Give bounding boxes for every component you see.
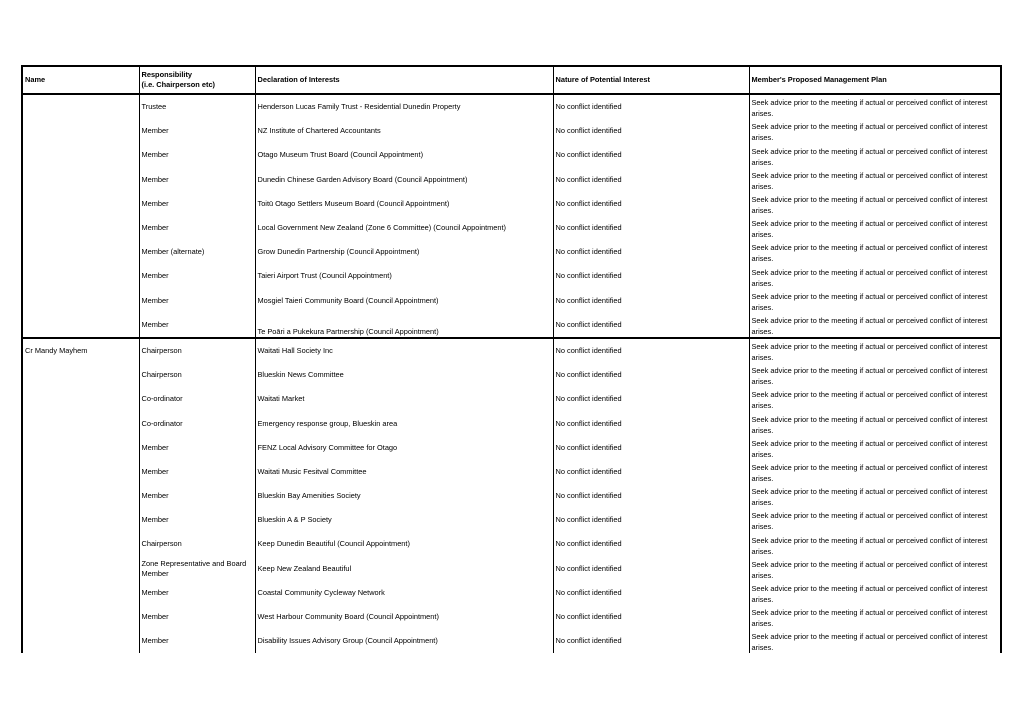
cell-management-plan: Seek advice prior to the meeting if actual or perceived conflict of interest arises. (749, 629, 1001, 653)
cell-declaration: Toitū Otago Settlers Museum Board (Council Appointment) (255, 192, 553, 216)
table-row (22, 605, 1001, 629)
header-nature: Nature of Potential Interest (553, 66, 749, 94)
cell-management-plan: Seek advice prior to the meeting if actual or perceived conflict of interest arises. (749, 363, 1001, 387)
cell-management-plan: Seek advice prior to the meeting if actual or perceived conflict of interest arises. (749, 143, 1001, 167)
header-name: Name (22, 66, 139, 94)
cell-declaration: Blueskin Bay Amenities Society (255, 484, 553, 508)
cell-name (22, 216, 139, 240)
cell-nature: No conflict identified (553, 168, 749, 192)
cell-declaration: Waitati Hall Society Inc (255, 338, 553, 363)
cell-declaration: Otago Museum Trust Board (Council Appointment) (255, 143, 553, 167)
cell-declaration: NZ Institute of Chartered Accountants (255, 119, 553, 143)
cell-name (22, 363, 139, 387)
cell-responsibility: Member (139, 119, 255, 143)
cell-nature: No conflict identified (553, 411, 749, 435)
cell-management-plan: Seek advice prior to the meeting if actual or perceived conflict of interest arises. (749, 192, 1001, 216)
header-responsibility (139, 66, 255, 94)
cell-declaration: Waitati Market (255, 387, 553, 411)
cell-management-plan: Seek advice prior to the meeting if actual or perceived conflict of interest arises. (749, 240, 1001, 264)
cell-nature: No conflict identified (553, 460, 749, 484)
cell-management-plan: Seek advice prior to the meeting if actual or perceived conflict of interest arises. (749, 557, 1001, 581)
cell-name (22, 387, 139, 411)
cell-declaration: Dunedin Chinese Garden Advisory Board (Council Appointment) (255, 168, 553, 192)
cell-nature: No conflict identified (553, 94, 749, 119)
cell-nature: No conflict identified (553, 581, 749, 605)
cell-declaration: Mosgiel Taieri Community Board (Council Appointment) (255, 289, 553, 313)
table-row (22, 143, 1001, 167)
cell-name (22, 484, 139, 508)
table-row (22, 216, 1001, 240)
cell-declaration: Emergency response group, Blueskin area (255, 411, 553, 435)
cell-declaration: Coastal Community Cycleway Network (255, 581, 553, 605)
cell-name (22, 168, 139, 192)
cell-management-plan: Seek advice prior to the meeting if actual or perceived conflict of interest arises. (749, 532, 1001, 556)
cell-name (22, 143, 139, 167)
table-row (22, 508, 1001, 532)
cell-management-plan: Seek advice prior to the meeting if actual or perceived conflict of interest arises. (749, 484, 1001, 508)
table-row (22, 289, 1001, 313)
cell-responsibility: Member (139, 508, 255, 532)
cell-management-plan: Seek advice prior to the meeting if actual or perceived conflict of interest arises. (749, 387, 1001, 411)
cell-management-plan: Seek advice prior to the meeting if actual or perceived conflict of interest arises. (749, 119, 1001, 143)
cell-management-plan: Seek advice prior to the meeting if actual or perceived conflict of interest arises. (749, 313, 1001, 338)
cell-nature: No conflict identified (553, 313, 749, 338)
cell-name (22, 94, 139, 119)
cell-name (22, 581, 139, 605)
cell-declaration: Grow Dunedin Partnership (Council Appointment) (255, 240, 553, 264)
cell-management-plan: Seek advice prior to the meeting if actual or perceived conflict of interest arises. (749, 411, 1001, 435)
table-header-row (22, 66, 1001, 94)
cell-responsibility: Co-ordinator (139, 411, 255, 435)
cell-responsibility: Trustee (139, 94, 255, 119)
cell-responsibility: Member (alternate) (139, 240, 255, 264)
header-plan: Member's Proposed Management Plan (749, 66, 1001, 94)
cell-responsibility: Zone Representative and Board Member (139, 557, 255, 581)
cell-name (22, 532, 139, 556)
cell-declaration: Keep Dunedin Beautiful (Council Appointment) (255, 532, 553, 556)
cell-name (22, 605, 139, 629)
table-row (22, 264, 1001, 288)
cell-responsibility: Chairperson (139, 532, 255, 556)
cell-name (22, 460, 139, 484)
cell-name (22, 264, 139, 288)
cell-name (22, 508, 139, 532)
cell-responsibility: Member (139, 216, 255, 240)
cell-declaration: Waitati Music Fesitval Committee (255, 460, 553, 484)
table-row (22, 192, 1001, 216)
cell-nature: No conflict identified (553, 532, 749, 556)
cell-responsibility: Member (139, 460, 255, 484)
cell-name (22, 192, 139, 216)
cell-responsibility: Chairperson (139, 363, 255, 387)
header-responsibility-line2: (i.e. Chairperson etc) (141, 80, 216, 89)
cell-responsibility: Member (139, 605, 255, 629)
cell-nature: No conflict identified (553, 484, 749, 508)
table-body (22, 94, 1001, 653)
cell-nature: No conflict identified (553, 436, 749, 460)
cell-nature: No conflict identified (553, 192, 749, 216)
table-row (22, 363, 1001, 387)
register-of-interests-sheet (21, 65, 1000, 653)
cell-declaration: Blueskin News Committee (255, 363, 553, 387)
cell-responsibility: Member (139, 192, 255, 216)
table-row (22, 436, 1001, 460)
cell-declaration: West Harbour Community Board (Council Appointment) (255, 605, 553, 629)
header-responsibility-line1: Responsibility (141, 70, 193, 79)
cell-responsibility: Co-ordinator (139, 387, 255, 411)
cell-nature: No conflict identified (553, 363, 749, 387)
table-row (22, 557, 1001, 581)
cell-declaration: Blueskin A & P Society (255, 508, 553, 532)
cell-nature: No conflict identified (553, 605, 749, 629)
cell-name: Cr Mandy Mayhem (25, 345, 88, 355)
table-row (22, 94, 1001, 119)
cell-management-plan: Seek advice prior to the meeting if actual or perceived conflict of interest arises. (749, 264, 1001, 288)
cell-nature: No conflict identified (553, 240, 749, 264)
cell-management-plan: Seek advice prior to the meeting if actual or perceived conflict of interest arises. (749, 338, 1001, 363)
cell-management-plan: Seek advice prior to the meeting if actual or perceived conflict of interest arises. (749, 508, 1001, 532)
cell-name (22, 436, 139, 460)
cell-management-plan: Seek advice prior to the meeting if actual or perceived conflict of interest arises. (749, 605, 1001, 629)
cell-nature: No conflict identified (553, 289, 749, 313)
table-row (22, 411, 1001, 435)
table-row (22, 532, 1001, 556)
cell-name (22, 629, 139, 653)
cell-management-plan: Seek advice prior to the meeting if actual or perceived conflict of interest arises. (749, 216, 1001, 240)
cell-responsibility: Member (139, 484, 255, 508)
cell-nature: No conflict identified (553, 557, 749, 581)
cell-management-plan: Seek advice prior to the meeting if actual or perceived conflict of interest arises. (749, 94, 1001, 119)
cell-declaration: FENZ Local Advisory Committee for Otago (255, 436, 553, 460)
cell-declaration: Taieri Airport Trust (Council Appointment) (255, 264, 553, 288)
cell-responsibility: Member (139, 264, 255, 288)
table-row (22, 387, 1001, 411)
cell-name (22, 119, 139, 143)
table-row (22, 240, 1001, 264)
cell-management-plan: Seek advice prior to the meeting if actual or perceived conflict of interest arises. (749, 289, 1001, 313)
cell-responsibility: Member (139, 168, 255, 192)
cell-responsibility: Member (139, 436, 255, 460)
table-row (22, 460, 1001, 484)
cell-nature: No conflict identified (553, 629, 749, 653)
header-declaration: Declaration of Interests (255, 66, 553, 94)
interests-table (21, 65, 1002, 653)
cell-nature: No conflict identified (553, 119, 749, 143)
cell-responsibility: Member (139, 629, 255, 653)
table-row (22, 629, 1001, 653)
cell-responsibility: Member (139, 143, 255, 167)
cell-nature: No conflict identified (553, 338, 749, 363)
cell-declaration: Te Poāri a Pukekura Partnership (Council Appointment) (255, 313, 553, 338)
cell-name (22, 289, 139, 313)
cell-nature: No conflict identified (553, 216, 749, 240)
table-row (22, 581, 1001, 605)
cell-responsibility: Member (139, 581, 255, 605)
cell-name (22, 240, 139, 264)
cell-name (22, 411, 139, 435)
cell-nature: No conflict identified (553, 143, 749, 167)
cell-management-plan: Seek advice prior to the meeting if actual or perceived conflict of interest arises. (749, 460, 1001, 484)
cell-name (22, 313, 139, 338)
cell-name (22, 557, 139, 581)
cell-responsibility: Member (139, 289, 255, 313)
cell-responsibility: Chairperson (139, 338, 255, 363)
cell-responsibility: Member (139, 313, 255, 338)
cell-nature: No conflict identified (553, 508, 749, 532)
cell-nature: No conflict identified (553, 264, 749, 288)
cell-declaration: Disability Issues Advisory Group (Council Appointment) (255, 629, 553, 653)
table-row (22, 338, 1001, 363)
table-row (22, 313, 1001, 338)
cell-management-plan: Seek advice prior to the meeting if actual or perceived conflict of interest arises. (749, 436, 1001, 460)
cell-declaration: Henderson Lucas Family Trust - Residential Dunedin Property (255, 94, 553, 119)
cell-management-plan: Seek advice prior to the meeting if actual or perceived conflict of interest arises. (749, 168, 1001, 192)
table-row (22, 119, 1001, 143)
cell-management-plan: Seek advice prior to the meeting if actual or perceived conflict of interest arises. (749, 581, 1001, 605)
cell-declaration: Keep New Zealand Beautiful (255, 557, 553, 581)
table-row (22, 168, 1001, 192)
table-row (22, 484, 1001, 508)
cell-nature: No conflict identified (553, 387, 749, 411)
cell-declaration: Local Government New Zealand (Zone 6 Committee) (Council Appointment) (255, 216, 553, 240)
